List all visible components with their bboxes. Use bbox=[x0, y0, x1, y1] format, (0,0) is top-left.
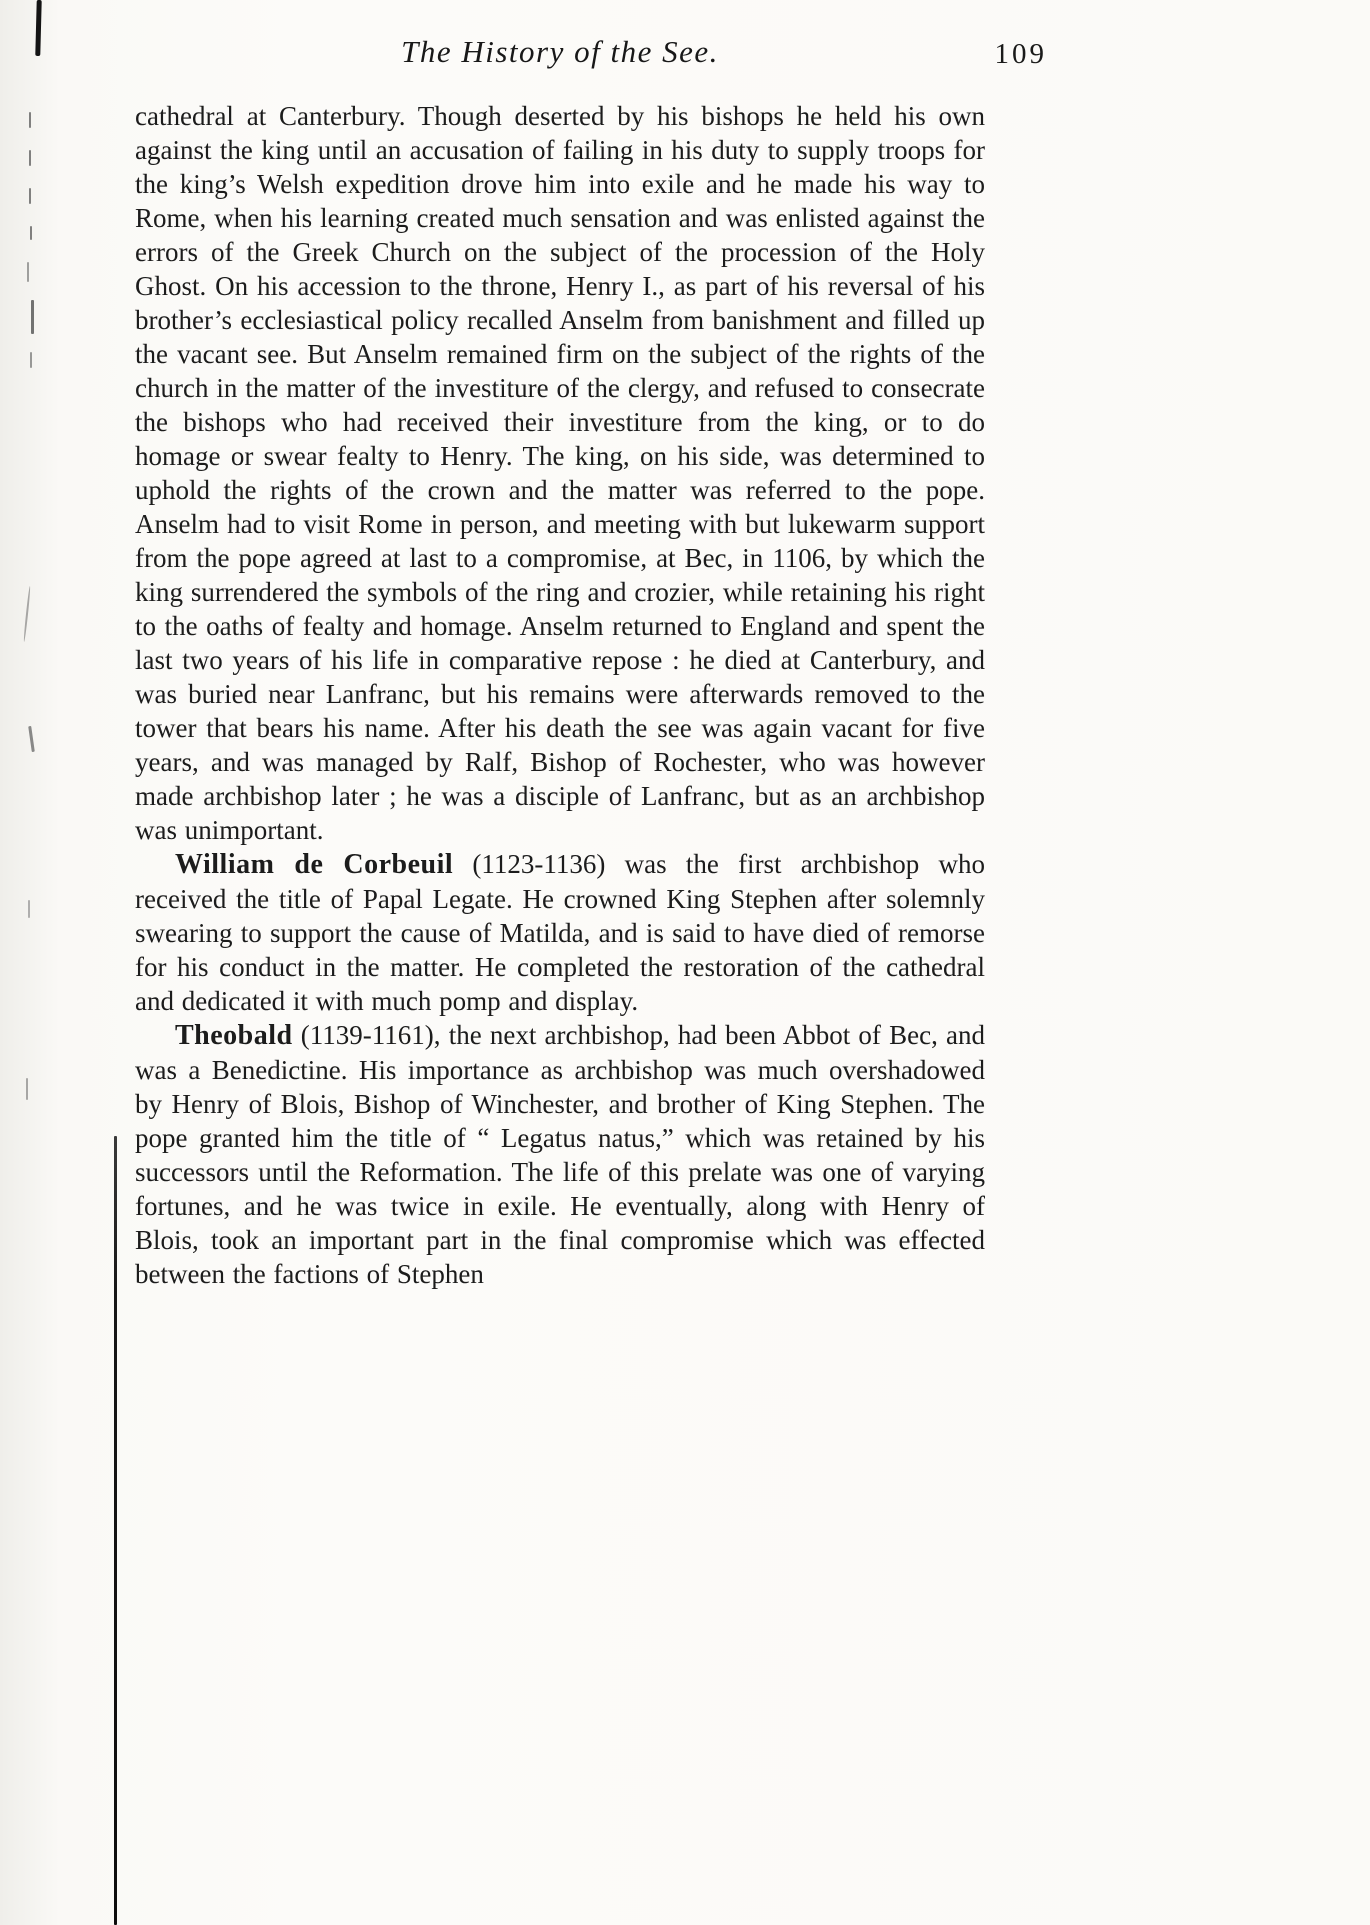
scan-artifact-tick bbox=[29, 112, 31, 128]
scan-artifact-tick bbox=[26, 1078, 28, 1100]
scan-artifact-tick bbox=[28, 726, 35, 752]
page-number: 109 bbox=[994, 38, 1047, 70]
scan-artifact-tick bbox=[29, 188, 31, 204]
paragraph: William de Corbeuil (1123-1136) was the first archbishop who received the title of Papal Legate. He crowned King Stephen after solemnly swearing to support the cause of Matilda, and is said to have died of remorse for his conduct in the matter. He completed the restoration of the cathedral and dedicated it with much pomp and display. bbox=[135, 849, 985, 1016]
scan-artifact-corner bbox=[35, 0, 41, 56]
running-title: The History of the See. bbox=[401, 34, 719, 69]
paragraph-lead: Theobald bbox=[175, 1020, 293, 1051]
paragraph: Theobald (1139-1161), the next archbishop, had been Abbot of Bec, and was a Benedictine. His importance as archbishop was much overshadowed by Henry of Blois, Bishop of Winchester, and brother of King Stephen. The pope granted him the title of “ Legatus natus,” which was retained by his successors until the Reformation. The life of this prelate was one of varying fortunes, and he was twice in exile. He eventually, along with Henry of Blois, took an important part in the final compromise which was effected between the factions of Stephen bbox=[135, 1020, 985, 1289]
scan-artifact-tick bbox=[30, 352, 32, 368]
scan-artifact-tick bbox=[28, 900, 30, 918]
scan-artifact-tick bbox=[30, 226, 32, 240]
scan-artifact-tick bbox=[29, 150, 31, 166]
page-header bbox=[135, 34, 1047, 84]
page-body bbox=[135, 99, 985, 1291]
scan-artifact-tick bbox=[31, 300, 34, 334]
scan-artifact-tick bbox=[27, 262, 29, 282]
paragraph: cathedral at Canterbury. Though deserted by his bishops he held his own against the king until an accusation of failing in his duty to supply troops for the king’s Welsh expedition drove him into exile and he made his way to Rome, when his learning created much sensation and was enlisted against the errors of the Greek Church on the subject of the procession of the Holy Ghost. On his accession to the throne, Henry I., as part of his reversal of his brother’s ecclesiastical policy recalled Anselm from banishment and filled up the vacant see. But Anselm remained firm on the subject of the rights of the church in the matter of the investiture of the clergy, and refused to consecrate the bishops who had received their investiture from the king, or to do homage or swear fealty to Henry. The king, on his side, was determined to uphold the rights of the crown and the matter was referred to the pope. Anselm had to visit Rome in person, and meeting with but lukewarm support from the pope agreed at last to a compromise, at Bec, in 1106, by which the king surrendered the symbols of the ring and crozier, while retaining his right to the oaths of fealty and homage. Anselm returned to England and spent the last two years of his life in comparative repose : he died at Canterbury, and was buried near Lanfranc, but his remains were afterwards removed to the tower that bears his name. After his death the see was again vacant for five years, and was managed by Ralf, Bishop of Rochester, who was however made archbishop later ; he was a disciple of Lanfranc, but as an archbishop was unimportant. bbox=[135, 101, 985, 845]
scan-artifact-vertical-line bbox=[114, 1136, 117, 1925]
scan-artifact-tick bbox=[23, 586, 31, 642]
paragraph-lead: William de Corbeuil bbox=[175, 849, 454, 880]
